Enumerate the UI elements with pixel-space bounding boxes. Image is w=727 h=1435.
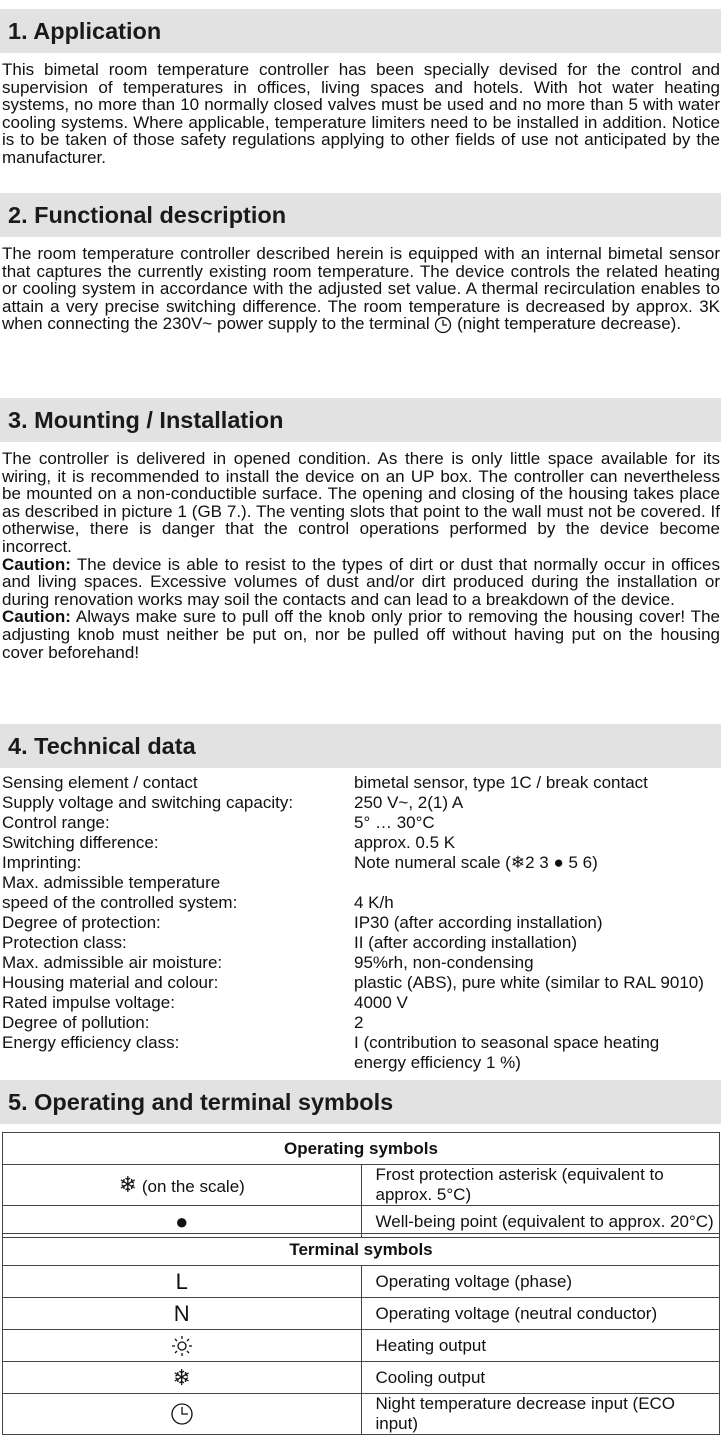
section-2-text: The room temperature controller described herein is equipped with an internal bimetal sensor that captures the currently existing room temperature. The device controls the related heating or cooling system in accordance with the adjusted set value. A thermal recirculation enables to attain a very precise switching difference. The room temperature is decreased by approx. 3K when connecting the 230V~ power supply to the terminal (night temperature decrease). [2, 244, 720, 334]
tech-row: Control range: 5° … 30°C [2, 813, 435, 832]
table-row: Heating output [3, 1330, 720, 1362]
tech-row: Degree of pollution: 2 [2, 1013, 364, 1032]
snowflake-icon: ❄ [118, 1172, 138, 1197]
section-3-text: The controller is delivered in opened condition. As there is only little space available for its wiring, it is recommended to install the device on an UP box. The controller can nevertheless be mounted on a non-conductible surface. The opening and closing of the housing takes place as described in picture 1 (GB 7.). The venting slots that point to the wall must not be covered. If otherwise, there is danger that the control operations performed by the device become incorrect. Caution: The device is able to resist to the types of dirt or dust that normally occur in offices and living spaces. Excessive volumes of dust and/or dirt produced during the installation or during renovation works may soil the contacts and can lead to a breakdown of the device. Caution: Always make sure to pull off the knob only prior to removing the housing cover! The adjusting knob must neither be put on, nor be pulled off without having put on the housing cover beforehand! [2, 449, 720, 662]
tech-row: Protection class: II (after according installation) [2, 933, 577, 952]
section-1-title: 1. Application [0, 9, 721, 53]
tech-row: Max. admissible temperature speed of the controlled system: 4 K/h [2, 873, 394, 912]
table-row: Night temperature decrease input (ECO input) [3, 1394, 720, 1435]
tech-row: Housing material and colour: plastic (ABS), pure white (similar to RAL 9010) [2, 973, 704, 992]
terminal-symbols-table [2, 1233, 720, 1435]
terminal-symbols-header: Terminal symbols [3, 1234, 720, 1266]
operating-symbols-table [2, 1132, 720, 1238]
table-row: N Operating voltage (neutral conductor) [3, 1298, 720, 1330]
tech-row: Energy efficiency class: I (contribution to seasonal space heating energy efficiency 1 %) [2, 1033, 660, 1072]
clock-icon [434, 316, 452, 334]
tech-row: Imprinting: Note numeral scale (❄2 3 ● 5 6) [2, 853, 598, 872]
operating-symbols-header: Operating symbols [3, 1133, 720, 1165]
terminal-l: L [3, 1266, 362, 1298]
tech-row: Switching difference: approx. 0.5 K [2, 833, 456, 852]
sun-icon [170, 1334, 194, 1358]
terminal-n: N [3, 1298, 362, 1330]
snowflake-icon: ❄ [510, 853, 526, 872]
section-1-text: This bimetal room temperature controller has been specially devised for the control and supervision of temperatures in offices, living spaces and hotels. With hot water heating systems, no more than 10 normally closed valves must be used and no more than 5 with water cooling systems. Where applicable, temperature limiters need to be installed in addition. Notice is to be taken of those safety regulations applying to other fields of use not anticipated by the manufacturer. [2, 60, 720, 167]
tech-row: Sensing element / contact bimetal sensor, type 1C / break contact [2, 773, 648, 792]
section-3-title: 3. Mounting / Installation [0, 398, 721, 442]
snowflake-icon: ❄ [172, 1364, 191, 1390]
table-row: ● Well-being point (equivalent to approx. 20°C) [3, 1206, 720, 1238]
tech-row: Supply voltage and switching capacity: 250 V~, 2(1) A [2, 793, 464, 812]
table-row: ❄ Cooling output [3, 1362, 720, 1394]
section-2-title: 2. Functional description [0, 193, 721, 237]
technical-data-list [2, 773, 720, 1073]
caution-1: Caution: The device is able to resist to the types of dirt or dust that normally occur in offices and living spaces. Excessive volumes of dust and/or dirt produced during the installation or during renovation works may soil the contacts and can lead to a breakdown of the device. [2, 554, 720, 609]
table-row: ❄ (on the scale) Frost protection asterisk (equivalent to approx. 5°C) [3, 1165, 720, 1206]
dot-icon: ● [553, 853, 564, 872]
caution-2: Caution: Always make sure to pull off the knob only prior to removing the housing cover! The adjusting knob must neither be put on, nor be pulled off without having put on the housing cover beforehand! [2, 607, 720, 662]
tech-row: Rated impulse voltage: 4000 V [2, 993, 408, 1012]
dot-icon: ● [175, 1208, 189, 1234]
section-5-title: 5. Operating and terminal symbols [0, 1080, 721, 1124]
clock-icon [170, 1402, 194, 1426]
section-4-title: 4. Technical data [0, 724, 721, 768]
table-row: L Operating voltage (phase) [3, 1266, 720, 1298]
tech-row: Degree of protection: IP30 (after according installation) [2, 913, 603, 932]
tech-row: Max. admissible air moisture: 95%rh, non-condensing [2, 953, 534, 972]
